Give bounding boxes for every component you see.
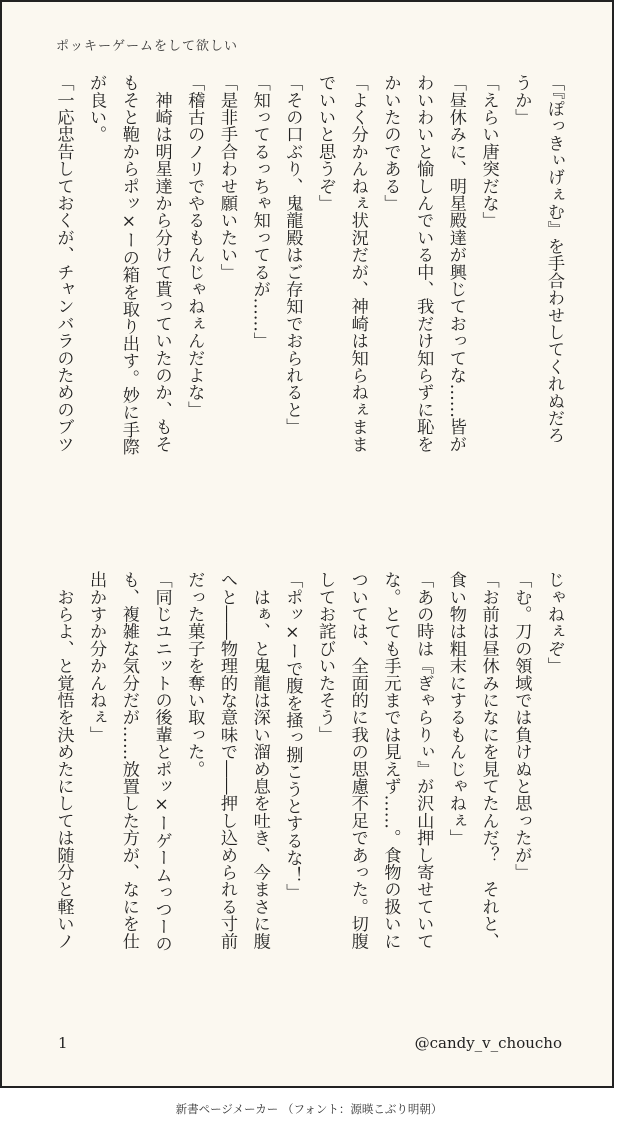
text-line: かいたのである」 bbox=[380, 74, 401, 212]
text-line: 「同じユニットの後輩とポッ×ーゲームっつーの bbox=[151, 571, 172, 953]
text-line: 食い物は粗末にするもんじゃねぇ」 bbox=[445, 571, 466, 847]
lower-text-block bbox=[53, 571, 570, 1033]
text-line: 「一応忠告しておくが、チャンバラのためのブツ bbox=[53, 74, 74, 453]
text-line: うか」 bbox=[511, 74, 532, 126]
text-line: な。とても手元までは見えず……。食物の扱いに bbox=[380, 571, 401, 950]
text-line: わいわいと愉しんでいる中、我だけ知らずに恥を bbox=[413, 74, 434, 453]
text-line: 「えらい唐突だな」 bbox=[478, 74, 499, 229]
text-line: 「是非手合わせ願いたい」 bbox=[216, 74, 237, 281]
upper-text-block bbox=[53, 74, 570, 530]
text-line: へと――物理的な意味で――押し込められる寸前 bbox=[216, 571, 237, 950]
text-line: はぁ、と鬼龍は深い溜め息を吐き、今まさに腹 bbox=[249, 571, 270, 950]
text-line: が良い。 bbox=[86, 74, 107, 143]
text-line: 「よく分かんねぇ状況だが、神崎は知らねぇまま bbox=[347, 74, 368, 453]
page-title: ポッキーゲームをして欲しい bbox=[56, 39, 239, 54]
text-line: も、複雑な気分だが……放置した方が、なにを仕 bbox=[118, 571, 139, 950]
page-number: 1 bbox=[58, 1034, 68, 1052]
text-line: 「稽古のノリでやるもんじゃねぇんだよな」 bbox=[184, 74, 205, 418]
text-line: 「『ぽっきぃげぇむ』を手合わせしてくれぬだろ bbox=[544, 74, 564, 444]
text-line: でいいと思うぞ」 bbox=[315, 74, 336, 212]
text-line: 「ポッ×ーで腹を掻っ捌こうとするな！」 bbox=[282, 571, 303, 901]
footer-credit: 新書ページメーカー （フォント：源暎こぶり明朝） bbox=[175, 1102, 443, 1116]
text-line: してお詫びいたそう」 bbox=[315, 571, 336, 743]
text-line: 出かすか分かんねぇ」 bbox=[86, 571, 107, 743]
text-line: ついては、全面的に我の思慮不足であった。切腹 bbox=[347, 571, 368, 950]
author-handle: @candy_v_choucho bbox=[414, 1034, 562, 1052]
text-line: だった菓子を奪い取った。 bbox=[184, 571, 205, 778]
text-line: 「お前は昼休みになにを見てたんだ？ それと、 bbox=[478, 571, 499, 950]
text-line: 「あの時は『ぎゃらりぃ』が沢山押し寄せていて bbox=[413, 571, 434, 950]
text-line: じゃねぇぞ」 bbox=[544, 571, 564, 675]
text-line: 「その口ぶり、鬼龍殿はご存知でおられると」 bbox=[282, 74, 303, 436]
text-line: もそと鞄からポッ×ーの箱を取り出す。妙に手際 bbox=[118, 74, 139, 456]
text-line: 「昼休みに、明星殿達が興じておってな……皆が bbox=[445, 74, 466, 453]
text-line: 「む。刀の領域では負けぬと思ったが」 bbox=[511, 571, 532, 881]
text-line: 「知ってるっちゃ知ってるが……」 bbox=[249, 74, 270, 350]
text-line: 神崎は明星達から分けて貰っていたのか、もそ bbox=[151, 74, 172, 453]
text-line: おらよ、と覚悟を決めたにしては随分と軽いノ bbox=[53, 571, 74, 950]
